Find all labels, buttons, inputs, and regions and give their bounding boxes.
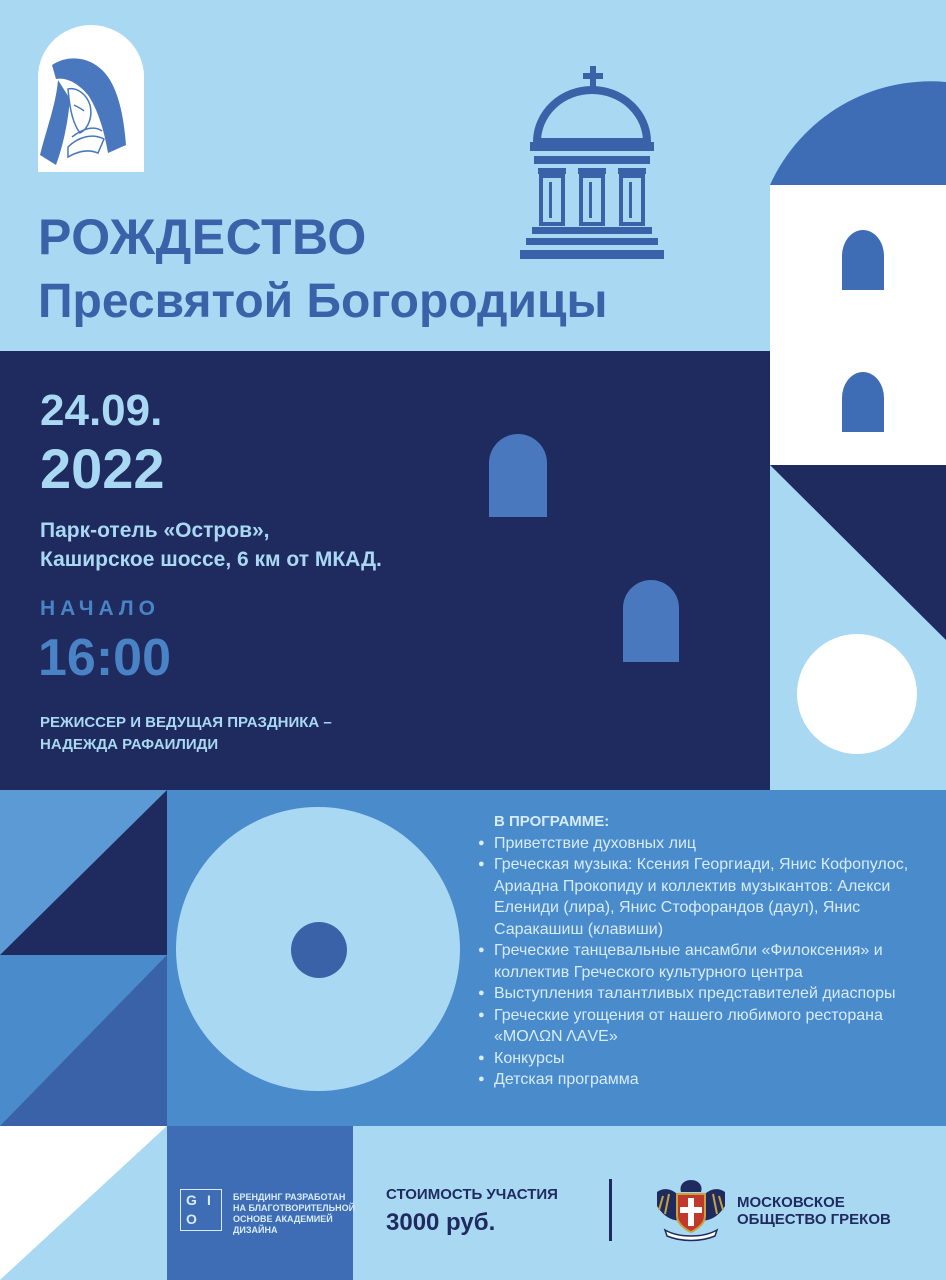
title-line-2: Пресвятой Богородицы bbox=[38, 275, 608, 328]
society-emblem-icon bbox=[655, 1176, 727, 1242]
start-time: 16:00 bbox=[38, 629, 171, 687]
window-arch bbox=[842, 372, 884, 432]
program-heading: В ПРОГРАММЕ: bbox=[494, 813, 610, 830]
start-label: НАЧАЛО bbox=[40, 597, 160, 620]
gio-letter: O bbox=[186, 1211, 197, 1227]
gio-letter: G bbox=[186, 1192, 197, 1208]
title-line-1: РОЖДЕСТВО bbox=[38, 209, 367, 265]
program-list bbox=[476, 811, 928, 1091]
event-date-day: 24.09. bbox=[40, 386, 163, 435]
gio-letter: I bbox=[207, 1192, 211, 1208]
window-arch bbox=[842, 230, 884, 290]
event-venue bbox=[40, 516, 382, 574]
venue-line-2: Каширское шоссе, 6 км от МКАД. bbox=[40, 548, 382, 571]
brand-line: ОСНОВЕ АКАДЕМИЕЙ bbox=[233, 1214, 333, 1224]
program-item: ● Греческие танцевальные ансамбли «Филоксения» и коллектив Греческого культурного центра bbox=[476, 940, 928, 983]
gio-logo bbox=[180, 1189, 222, 1231]
program-item: ● Приветствие духовных лиц bbox=[476, 833, 928, 855]
disc-center bbox=[291, 922, 347, 978]
madonna-icon bbox=[38, 25, 144, 175]
director-credit bbox=[40, 712, 332, 756]
director-line-2: НАДЕЖДА РАФАИЛИДИ bbox=[40, 736, 219, 753]
program-item: ● Греческая музыка: Ксения Георгиади, Янис Кофопулос, Ариадна Прокопиду и коллектив музыкантов: Алекси Елениди (лира), Янис Стофорандов (даул), Янис Саракашиш (клавиши) bbox=[476, 854, 928, 940]
program-item: ● Детская программа bbox=[476, 1069, 928, 1091]
brand-line: БРЕНДИНГ РАЗРАБОТАН bbox=[233, 1192, 346, 1202]
org-line-1: МОСКОВСКОЕ bbox=[737, 1194, 845, 1211]
org-line-2: ОБЩЕСТВО ГРЕКОВ bbox=[737, 1211, 891, 1228]
director-line-1: РЕЖИССЕР И ВЕДУЩАЯ ПРАЗДНИКА – bbox=[40, 714, 332, 731]
event-date-year: 2022 bbox=[40, 437, 165, 500]
brand-line: НА БЛАГОТВОРИТЕЛЬНОЙ bbox=[233, 1203, 356, 1213]
venue-line-1: Парк-отель «Остров», bbox=[40, 519, 270, 542]
branding-credit bbox=[233, 1192, 355, 1236]
price-value: 3000 руб. bbox=[386, 1209, 496, 1236]
program-item: ● Греческие угощения от нашего любимого ресторана «ΜΟΛΩΝ ΛΑVE» bbox=[476, 1005, 928, 1048]
window-arch bbox=[489, 434, 547, 517]
program-item: ● Конкурсы bbox=[476, 1048, 928, 1070]
program-item: ● Выступления талантливых представителей диаспоры bbox=[476, 983, 928, 1005]
building-dome bbox=[770, 81, 946, 185]
church-dome-icon bbox=[520, 64, 664, 264]
price-label: СТОИМОСТЬ УЧАСТИЯ bbox=[386, 1186, 558, 1203]
footer-divider bbox=[609, 1179, 612, 1241]
window-arch bbox=[623, 580, 679, 662]
brand-line: ДИЗАЙНА bbox=[233, 1225, 278, 1235]
organization-name bbox=[737, 1194, 891, 1228]
white-circle bbox=[797, 634, 917, 754]
